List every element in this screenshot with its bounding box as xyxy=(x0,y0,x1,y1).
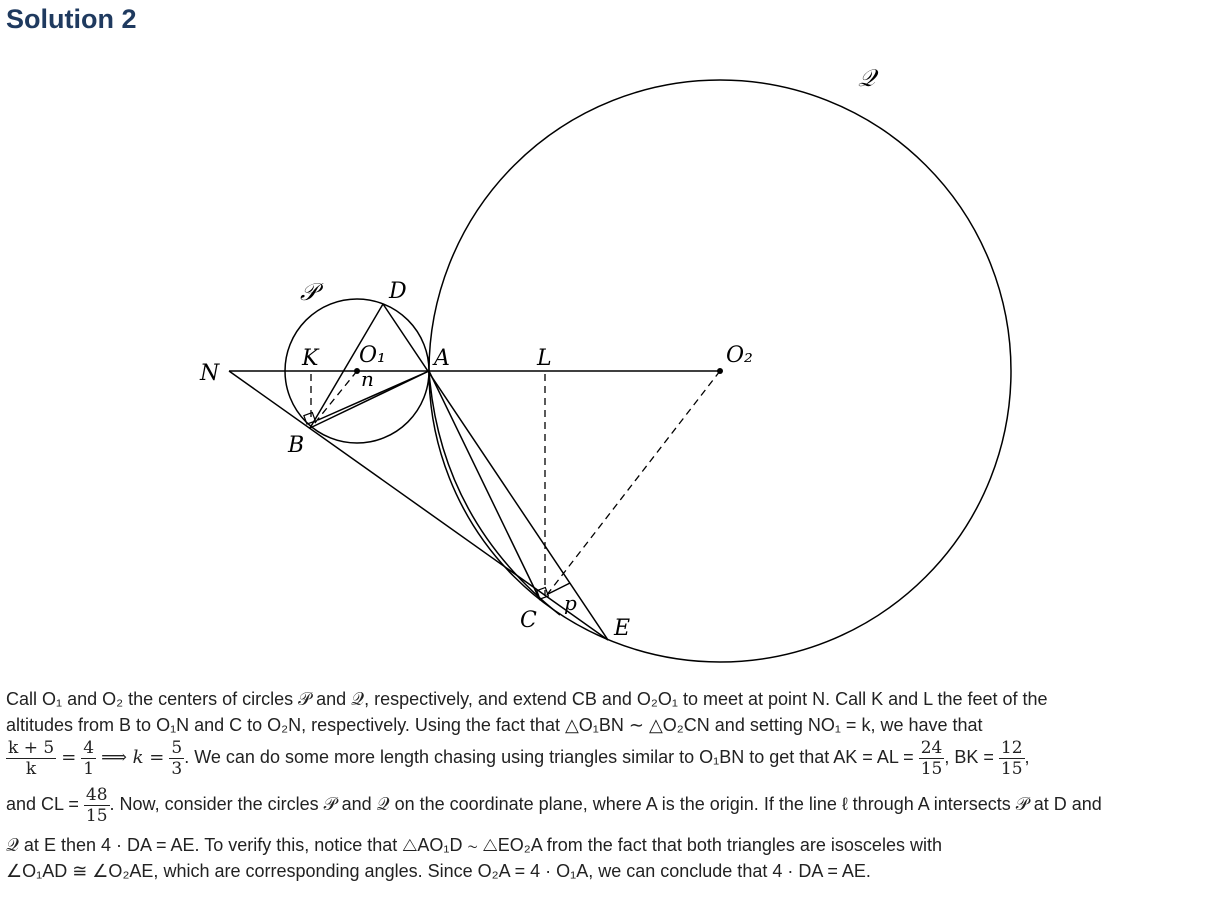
fraction-24-15: $\frac{24}{15}$ xyxy=(920,737,943,779)
label-p-small: p xyxy=(564,591,577,615)
label-l: L xyxy=(537,346,552,371)
label-a: A xyxy=(434,346,450,371)
text-line-5: 𝒬 at E then 4 · DA = AE. To verify this, notice that △AO₁D ∼ △EO₂A from the fact that both triangles are isosceles with xyxy=(6,835,942,855)
fraction-5-3: $\frac{5}{3}$ xyxy=(171,737,183,779)
label-n-small: n xyxy=(361,367,374,391)
label-e: E xyxy=(614,616,631,641)
label-n: N xyxy=(200,361,220,386)
text-line-1: Call O₁ and O₂ the centers of circles 𝒫 and 𝒬, respectively, and extend CB and O₂O₁ to meet at point N. Call K and L the feet of the xyxy=(6,689,1048,709)
line-d-e xyxy=(383,304,608,640)
text-line-6: ∠O₁AD ≅ ∠O₂AE, which are corresponding angles. Since O₂A = 4 · O₁A, we can conclude that 4 · DA = AE. xyxy=(6,861,871,881)
line-a-c xyxy=(429,371,540,600)
text-line-4: and CL = $\frac{48}{15}$ . Now, consider the circles 𝒫 and 𝒬 on the coordinate plane, where A is the origin. If the line ℓ through A intersects 𝒫 at D and xyxy=(6,784,1102,826)
fraction-k: $\frac{k + 5}{k}$ xyxy=(8,737,55,779)
text-line-3: $\frac{k + 5}{k}$ = $\frac{4}{1}$ ⟹ k = $\frac{5}{3}$ . We can do some more length chasing using triangles similar to O₁BN to get that AK = AL = $\frac{24}{15}$ , BK = $\frac{12}{15}$ , xyxy=(8,737,1030,779)
label-d: D xyxy=(389,279,407,304)
label-b: B xyxy=(288,433,305,458)
point-o1 xyxy=(354,368,360,374)
label-c: C xyxy=(520,608,537,633)
arc-a-c xyxy=(429,371,560,615)
fraction-12-15: $\frac{12}{15}$ xyxy=(1000,737,1023,779)
solution-heading: Solution 2 xyxy=(6,4,137,34)
point-o2 xyxy=(717,368,723,374)
text-line-2: altitudes from B to O₁N and C to O₂N, respectively. Using the fact that △O₁BN ∼ △O₂CN and setting NO₁ = k, we have that xyxy=(6,715,983,735)
label-o1: O₁ xyxy=(359,343,386,368)
label-o2: O₂ xyxy=(726,343,753,368)
label-k: K xyxy=(302,346,319,371)
label-p: 𝒫 xyxy=(300,278,318,306)
label-q: 𝒬 xyxy=(858,64,876,92)
fraction-48-15: $\frac{48}{15}$ xyxy=(85,784,108,826)
line-n-e xyxy=(229,371,608,640)
radius-o2-c xyxy=(546,371,720,596)
fraction-4-1: $\frac{4}{1}$ xyxy=(83,737,95,779)
